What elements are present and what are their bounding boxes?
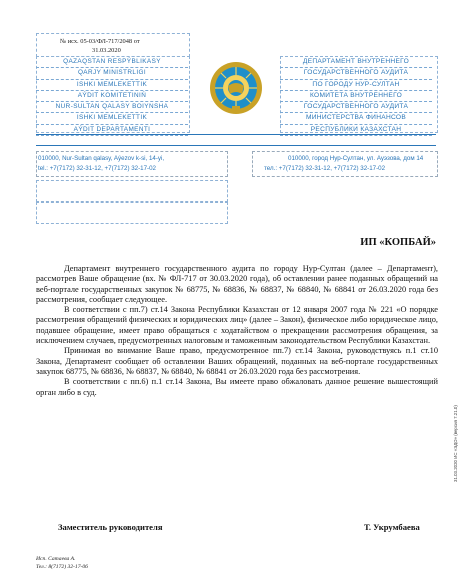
outgoing-date: 31.03.2020	[92, 47, 121, 54]
address-right-line: 010000, город Нур-Султан, ул. Ауэзова, дом 14	[288, 155, 424, 162]
header-left-line: QAZAQSTAN RESPÝBLIKASY	[36, 57, 188, 68]
header-left-kazakh	[36, 57, 188, 136]
header-right-line: МИНИСТЕРСТВА ФИНАНСОВ	[280, 113, 432, 124]
outgoing-number: № исх. 05-03/ФЛ-717/2048 от	[60, 38, 140, 45]
state-emblem-icon	[208, 60, 264, 116]
executor-phone: Тел.: 8(7172) 32-17-06	[36, 564, 88, 570]
letter-body	[36, 264, 438, 398]
address-left-phone: tel.: +7(7172) 32-31-12, +7(7172) 32-17-02	[38, 165, 156, 172]
signatory-name: Т. Укрумбаева	[364, 522, 420, 532]
header-right-line: ПО ГОРОДУ НУР-СУЛТАН	[280, 80, 432, 91]
blank-field-frame	[36, 202, 228, 224]
blank-field-frame	[36, 180, 228, 202]
header-left-line: AÝDIT KOMITETINIŃ	[36, 91, 188, 102]
header-right-line: ГОСУДАРСТВЕННОГО АУДИТА	[280, 102, 432, 113]
executor-name: Исп. Сатаева А.	[36, 556, 76, 562]
header-left-line: AÝDIT DEPARTAMENTI	[36, 125, 188, 136]
header-divider-bottom	[36, 145, 436, 146]
header-divider-top	[36, 134, 436, 135]
header-left-line: ISHKI MEMLEKETTIK	[36, 113, 188, 124]
header-left-line: NUR-SULTAN QALASY BOIYNSHA	[36, 102, 188, 113]
signatory-title: Заместитель руководителя	[58, 522, 163, 532]
address-left-line: 010000, Nur-Sultan qalasy, Aýezov k-si, 14-yi,	[38, 155, 165, 162]
address-right-phone: тел.: +7(7172) 32-31-12, +7(7172) 32-17-02	[264, 165, 386, 172]
header-right-line: РЕСПУБЛИКИ КАЗАХСТАН	[280, 125, 432, 136]
body-paragraph: Принимая во внимание Ваше право, предусмотренное пп.7) ст.14 Закона, руководствуясь п.1 ст.10 Закона, Департамент сообщает об оставлении Ваших обращений, поданных на веб-портале государственных закупок 68775, № 68836, № 68837, № 68840, № 68841 от 26.03.2020 года без рассмотрения.	[36, 346, 438, 376]
header-left-line: QARJY MINISTRLIGI	[36, 68, 188, 79]
registration-frame	[36, 33, 190, 57]
header-right-russian	[280, 57, 432, 136]
header-left-line: ISHKI MEMLEKETTIK	[36, 80, 188, 91]
header-right-line: КОМИТЕТА ВНУТРЕННЕГО	[280, 91, 432, 102]
recipient-name: ИП «КОПБАЙ»	[360, 237, 436, 248]
header-right-line: ГОСУДАРСТВЕННОГО АУДИТА	[280, 68, 432, 79]
header-right-line: ДЕПАРТАМЕНТ ВНУТРЕННЕГО	[280, 57, 432, 68]
body-paragraph: В соответствии с пп.7) ст.14 Закона Республики Казахстан от 12 января 2007 года № 221 «О порядке рассмотрения обращений физических и юридических лиц» (далее – Закон), физическое либо юридическое лицо, подавшее обращение, имеет право обращаться с ходатайством о прекращении рассмотрения обращения, за исключением случаев, предусмотренных налоговым и таможенным законодательством Республики Казахстан.	[36, 305, 438, 346]
body-paragraph: В соответствии с пп.6) п.1 ст.14 Закона, Вы имеете право обжаловать данное решение вышестоящий орган либо в суд.	[36, 377, 438, 397]
body-paragraph: Департамент внутреннего государственного аудита по городу Нур-Султан (далее – Департамент), рассмотрев Ваше обращение (вх. № ФЛ-717 от 30.03.2020 года), об оставлении ранее поданных обращений на веб-портале государственных закупок № 68775, № 68836, № 68837, № 68840, № 68841 от 26.03.2020 года без рассмотрения, сообщает следующее.	[36, 264, 438, 304]
edo-side-stamp: 31.03.2020 ИС «ЭДО» (версия 7.21.0)	[453, 405, 458, 482]
